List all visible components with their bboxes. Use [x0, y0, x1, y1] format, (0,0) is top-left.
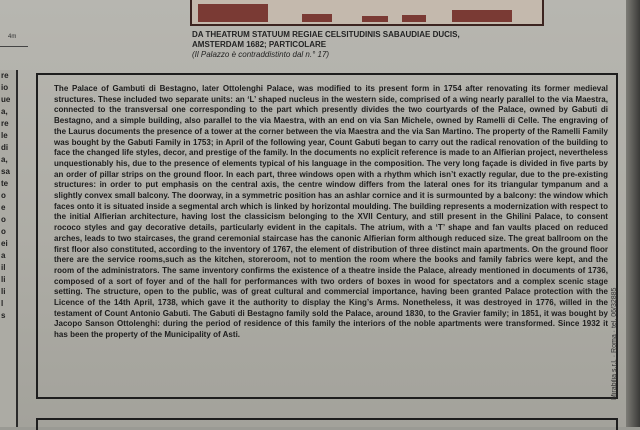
fragment-text: s	[1, 311, 6, 320]
fragment-text: le	[1, 131, 8, 140]
fragment-text: a,	[1, 155, 8, 164]
fragment-text: te	[1, 179, 9, 188]
scale-bar	[0, 46, 28, 47]
caption-line-1: DA THEATRUM STATUUM REGIAE CELSITUDINIS SABAUDIAE DUCIS,	[192, 30, 460, 39]
fragment-text: il	[1, 263, 6, 272]
lower-text-frame	[36, 418, 618, 430]
fragment-text: o	[1, 191, 6, 200]
historic-engraving-image	[190, 0, 544, 26]
fragment-text: ue	[1, 95, 11, 104]
adjacent-panel-fragment	[0, 70, 18, 427]
fragment-text: l	[1, 299, 4, 308]
fragment-text: io	[1, 83, 9, 92]
panel-frame-edge	[626, 0, 640, 427]
engraving-building	[362, 16, 388, 22]
history-paragraph: The Palace of Gambuti di Bestagno, later Ottolenghi Palace, was modified to its present form in 1754 after renovating its former medieval structures. These included two separate units: an ‘L’ shaped nucleus in the western side, comprised of a wing nearly parallel to the via Maestra, connected to the transversal one corresponding to the part which presently divides the two courtyards of the Palace, owned by Gabuti di Bestagno, and a simple building, also parallel to the via Maestra, with an end on via San Michele, owned by Ramelli di Celle. The engraving of the Laurus documents the presence of a tower at the corner between the via Maestra and the via San Martino. The property of the Ramelli Family was bought by the Gabuti Family in 1753; in April of the following year, Count Gabuti began to carry out the radical renovation of the building to face the changed life styles, decor, and prestige of the family. In the documents no explicit reference is made to an Alfierian project, nevertheless unquestionably his, due to the presence of elements typical of his language in the composition. The very long façade is divided in five parts by an order of pillar strips on the ground floor. In each part, three windows open with a rhythm which isn’t exactly regular, due to the pre-existing structures: in order to put emphasis on the central axis, the centre window differs from the lateral ones for its triangular tympanum and a slightly convex small balcony. The doorway, in a symmetric position has an ashlar cornice and it is surmounted by a balcony: the window which faces onto it is situated inside a segmental arch which is linked by horizontal moulding. The building represents a modernization with respect to the initial Alfierian architecture, having lost the classicism belonging to the XVII Century, and still present in the Ghilini Palace, to consent rococo styles and gay decorative details, particularly evident in the capitals. The atrium, with a ‘T’ shape and fan vaults placed on reduced arches, leads to two staircases, the grand ceremonial staircase has the canonic Alfierian form although reduced size. The great ballroom on the first floor also constituted, according to the inventory of 1767, the element of distribution of three distinct main apartments. On the ground floor there are the service rooms,such as the kitchen, storeroom, not to mention the room where the books and family fabrics were kept, and the room of the administrators. The same inventory confirms the existence of a theatre inside the Palace, already mentioned in documents of 1736, composed of a sort of foyer and of the hall for performances with two orders of boxes in wood for spectators and a complex scenic stage setting. The structure, open to the public, was of great cultural and commercial importance, having been granted Palace protection with the Licence of the 14th April, 1738, which gave it the authority to display the King’s Arms. Nonetheless, it was destroyed in 1776, willed in the testament of Count Antonio Gabuti. The Gabuti di Bestagno family sold the Palace, around 1830, to the Gravier family; in 1851, it was bought by Jacopo Sanson Ottolenghi: during the period of residence of this family the interiors of the noble apartments were transformed. Since 1932 it has been the property of the Municipality of Asti.	[54, 84, 608, 340]
engraving-building	[198, 4, 268, 22]
engraving-building	[302, 14, 332, 22]
fragment-text: re	[1, 119, 9, 128]
caption-line-3: (Il Palazzo è contraddistinto dal n.° 17)	[192, 50, 330, 59]
fragment-text: ei	[1, 239, 8, 248]
fragment-text: a	[1, 251, 6, 260]
fragment-text: re	[1, 71, 9, 80]
scale-label: 4m	[8, 34, 17, 40]
fragment-text: o	[1, 227, 6, 236]
fragment-text: e	[1, 203, 6, 212]
fragment-text: di	[1, 143, 9, 152]
fragment-text: li	[1, 275, 6, 284]
engraving-building	[452, 10, 512, 22]
publisher-credit: Mirabilia s.r.l. · Roma · tel. 06/32885	[611, 287, 618, 400]
caption-line-2: AMSTERDAM 1682; PARTICOLARE	[192, 40, 327, 49]
fragment-text: o	[1, 215, 6, 224]
fragment-text: li	[1, 287, 6, 296]
engraving-building	[402, 15, 426, 22]
fragment-text: sa	[1, 167, 10, 176]
fragment-text: a,	[1, 107, 8, 116]
engraving-caption	[192, 30, 522, 60]
